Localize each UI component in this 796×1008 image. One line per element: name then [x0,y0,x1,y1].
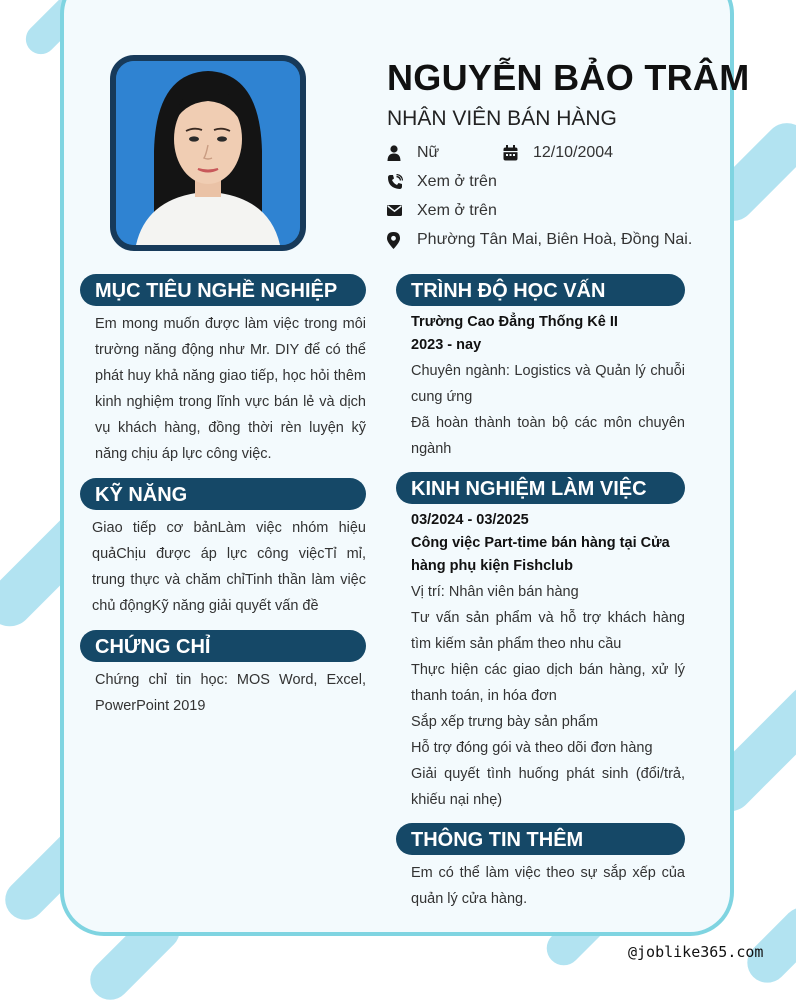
experience-line: Tư vấn sản phẩm và hỗ trợ khách hàng tìm kiếm sản phẩm theo nhu cầu [411,610,685,652]
experience-line: Giải quyết tình huống phát sinh (đổi/trả, khiếu nại nhẹ) [411,766,685,808]
skills-text: Giao tiếp cơ bảnLàm việc nhóm hiệu quảChịu được áp lực công việcTỉ mỉ, trung thực và chăm chỉTinh thần làm việc chủ độngKỹ năng giải quyết vấn đề [92,520,366,614]
objective-text: Em mong muốn được làm việc trong môi trường năng động như Mr. DIY để có thể phát huy khả năng giao tiếp, học hỏi thêm kinh nghiệm trong lĩnh vực bán lẻ và dịch vụ khách hàng, đồng thời rèn luyện kỹ năng chịu áp lực công việc. [95,316,366,462]
gender-row [387,142,487,164]
experience-line: Thực hiện các giao dịch bán hàng, xử lý thanh toán, in hóa đơn [411,662,685,704]
objective-heading: MỤC TIÊU NGHỀ NGHIỆP [80,274,366,306]
skills-heading: KỸ NĂNG [80,478,366,510]
experience-line: Hỗ trợ đóng gói và theo dõi đơn hàng [411,740,653,756]
certificates-heading: CHỨNG CHỈ [80,630,366,662]
experience-title: Công việc Part-time bán hàng tại Cửa hàng phụ kiện Fishclub [411,535,670,574]
person-icon [387,145,401,161]
education-period: 2023 - nay [411,337,482,353]
experience-period: 03/2024 - 03/2025 [411,512,529,528]
gender-text: Nữ [417,144,440,161]
education-heading: TRÌNH ĐỘ HỌC VẤN [396,274,685,306]
watermark: @joblike365.com [628,943,764,961]
school-name: Trường Cao Đẳng Thống Kê II [411,314,618,330]
certificates-text: Chứng chỉ tin học: MOS Word, Excel, PowerPoint 2019 [95,672,366,714]
experience-line: Sắp xếp trưng bày sản phẩm [411,714,599,730]
profile-photo [110,55,306,251]
education-block [411,311,685,462]
candidate-name: NGUYỄN BẢO TRÂM [387,57,750,98]
address-text: Phường Tân Mai, Biên Hoà, Đồng Nai. [417,231,693,248]
calendar-icon [503,145,518,161]
email-text: Xem ở trên [417,202,497,219]
phone-text: Xem ở trên [417,173,497,190]
phone-icon [387,174,403,190]
birthdate-text: 12/10/2004 [533,144,614,161]
experience-line: Vị trí: Nhân viên bán hàng [411,584,579,600]
job-title: NHÂN VIÊN BÁN HÀNG [387,107,617,130]
additional-text: Em có thể làm việc theo sự sắp xếp của quản lý cửa hàng. [411,865,685,907]
education-line: Chuyên ngành: Logistics và Quản lý chuỗi cung ứng [411,363,685,405]
experience-block [411,509,685,813]
experience-heading: KINH NGHIỆM LÀM VIỆC [396,472,685,504]
location-pin-icon [387,232,400,249]
envelope-icon [387,203,402,217]
phone-row [387,171,587,193]
education-line: Đã hoàn thành toàn bộ các môn chuyên ngành [411,415,685,457]
email-row [387,200,587,222]
portrait-image [116,61,300,245]
address-row [387,229,717,251]
birthdate-row [503,142,643,164]
additional-heading: THÔNG TIN THÊM [396,823,685,855]
